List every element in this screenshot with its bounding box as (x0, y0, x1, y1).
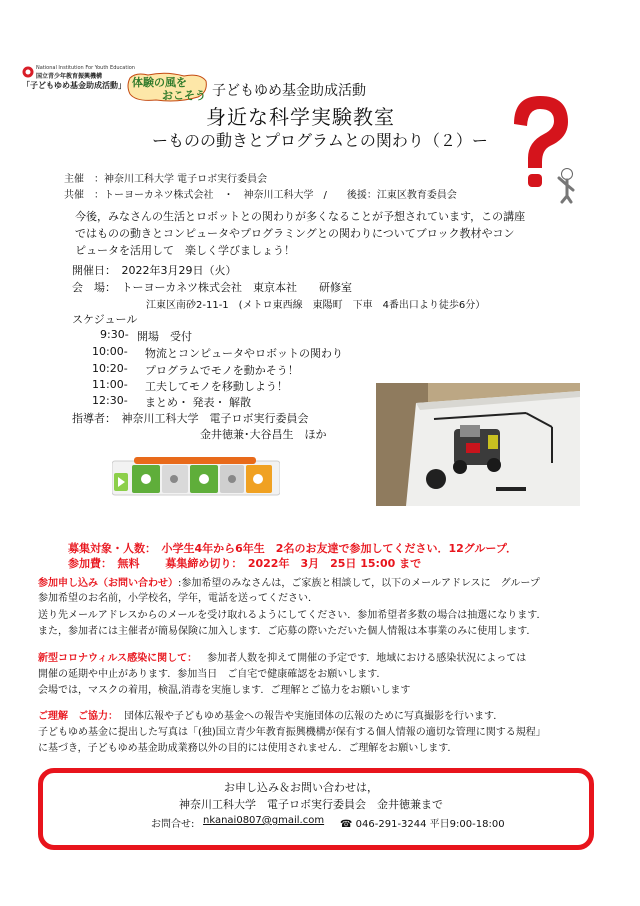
recruit-target: 募集対象・人数： 小学生4年から6年生 2名のお友達で参加してください．12グループ． (68, 542, 518, 555)
schedule-time: 10:00- (92, 345, 128, 358)
logo-org-jp: 国立青少年教育振興機構 (36, 73, 103, 80)
header-subtitle: 子どもゆめ基金助成活動 (212, 83, 366, 99)
schedule-activity: 開場 受付 (137, 330, 192, 343)
schedule-activity: 工夫してモノを移動しよう！ (145, 380, 288, 393)
contact-line-1: お申し込み＆お問い合わせは， (224, 781, 378, 794)
header-subtitle2: ーものの動きとプログラムとの関わり（２）ー (152, 131, 488, 150)
logo-fund-label: 「子どもゆめ基金助成活動」 (22, 81, 126, 90)
contact-phone-row (340, 815, 505, 830)
covid-line-2: 開催の延期や中止があります．参加当日 ご自宅で健康確認をお願いします． (38, 669, 387, 680)
robot-photo (376, 383, 580, 506)
schedule-time: 9:30- (100, 328, 129, 341)
consent-line-3: に基づき，子どもゆめ基金助成業務以外の目的には使用されません．ご理解をお願いします． (38, 743, 458, 754)
apply-heading: 参加申し込み（お問い合わせ） (38, 578, 178, 589)
consent-line-2: 子どもゆめ基金に提出した写真は「(独)国立青少年教育振興機構が保有する個人情報の適切な管理に関する規程」 (38, 727, 546, 738)
schedule-time: 10:20- (92, 362, 128, 375)
apply-line-4: また，参加者には主催者が簡易保険に加入します．ご応募の際いただいた個人情報は本事業のみに使用します． (38, 626, 537, 637)
apply-line-3: 送り先メールアドレスからのメールを受け取れるようにしてください．参加希望者多数の場合は抽選になります． (38, 610, 547, 621)
contact-label: お問合せ: (151, 819, 195, 830)
contact-email-link[interactable]: nkanai0807@gmail.com (203, 815, 325, 826)
experience-badge (126, 72, 208, 102)
covid-text: 参加者人数を抑えて開催の予定です．地域における感染状況によっては (207, 653, 527, 664)
covid-line-1 (38, 652, 526, 665)
schedule-activity: まとめ・ 発表・ 解散 (145, 396, 251, 409)
consent-text: 団体広報や子どもゆめ基金への報告や実施団体の広報のために写真撮影を行います． (124, 711, 504, 722)
badge-line2: おこそう (162, 89, 206, 102)
covid-heading: 新型コロナウィルス感染に関して： (38, 653, 198, 664)
instructor-line-2: 金井徳兼･大谷昌生 ほか (200, 428, 327, 441)
schedule-time: 12:30- (92, 394, 128, 407)
consent-heading: ご理解 ご協力： (38, 711, 118, 722)
schedule-activity: プログラムでモノを動かそう！ (145, 364, 299, 377)
instructor-line-1: 指導者： 神奈川工科大学 電子ロボ実行委員会 (72, 412, 309, 425)
apply-line-1 (38, 577, 540, 590)
intro-line-2: ではものの動きとコンピュータやプログラミングとの関わりについてブロック教材やコン (75, 227, 515, 240)
schedule-time: 11:00- (92, 378, 128, 391)
event-address: 江東区南砂2-11-1 (メトロ東西線 東陽町 下車 4番出口より徒歩6分） (146, 300, 486, 311)
page-title: 身近な科学実験教室 (206, 105, 395, 129)
event-venue: 会 場： トーヨーカネツ株式会社 東京本社 研修室 (72, 281, 352, 294)
event-date: 開催日： 2022年3月29日（火） (72, 264, 237, 277)
schedule-activity: 物流とコンピュータやロボットの関わり (145, 347, 343, 360)
cohost-line: 共催 ：トーヨーカネツ株式会社 ・ 神奈川工科大学 / 後援：江東区教育委員会 (64, 190, 457, 201)
contact-line-2: 神奈川工科大学 電子ロボ実行委員会 金井徳兼まで (179, 798, 443, 811)
logo-block (22, 64, 135, 92)
question-mark-figure-icon (498, 92, 578, 204)
badge-line1: 体験の風を (132, 76, 187, 89)
phone-icon: ☎ (340, 819, 353, 830)
programming-blocks-image (112, 453, 280, 501)
consent-line-1 (38, 710, 503, 723)
apply-line-2: 参加希望のお名前，小学校名，学年，電話を送ってください． (38, 593, 318, 604)
contact-phone: 046-291-3244 平日9:00-18:00 (355, 819, 505, 830)
intro-line-1: 今後，みなさんの生活とロボットとの関わりが多くなることが予想されています，この講座 (75, 210, 526, 223)
schedule-label: スケジュール (72, 313, 138, 326)
intro-line-3: ピュータを活用して 楽しく学びましょう！ (75, 244, 295, 257)
apply-text: :参加希望のみなさんは，ご家族と相談して，以下のメールアドレスに グループ (178, 578, 540, 589)
covid-line-3: 会場では，マスクの着用，検温,消毒を実施します．ご理解とご協力をお願いします (38, 685, 411, 696)
recruit-fee: 参加費： 無料 募集締め切り： 2022年 3月 25日 15:00 まで (68, 557, 422, 570)
host-line: 主催 ：神奈川工科大学 電子ロボ実行委員会 (64, 174, 268, 185)
institution-logo-icon (22, 66, 34, 78)
logo-org-en: National Institution For Youth Education (36, 65, 135, 71)
